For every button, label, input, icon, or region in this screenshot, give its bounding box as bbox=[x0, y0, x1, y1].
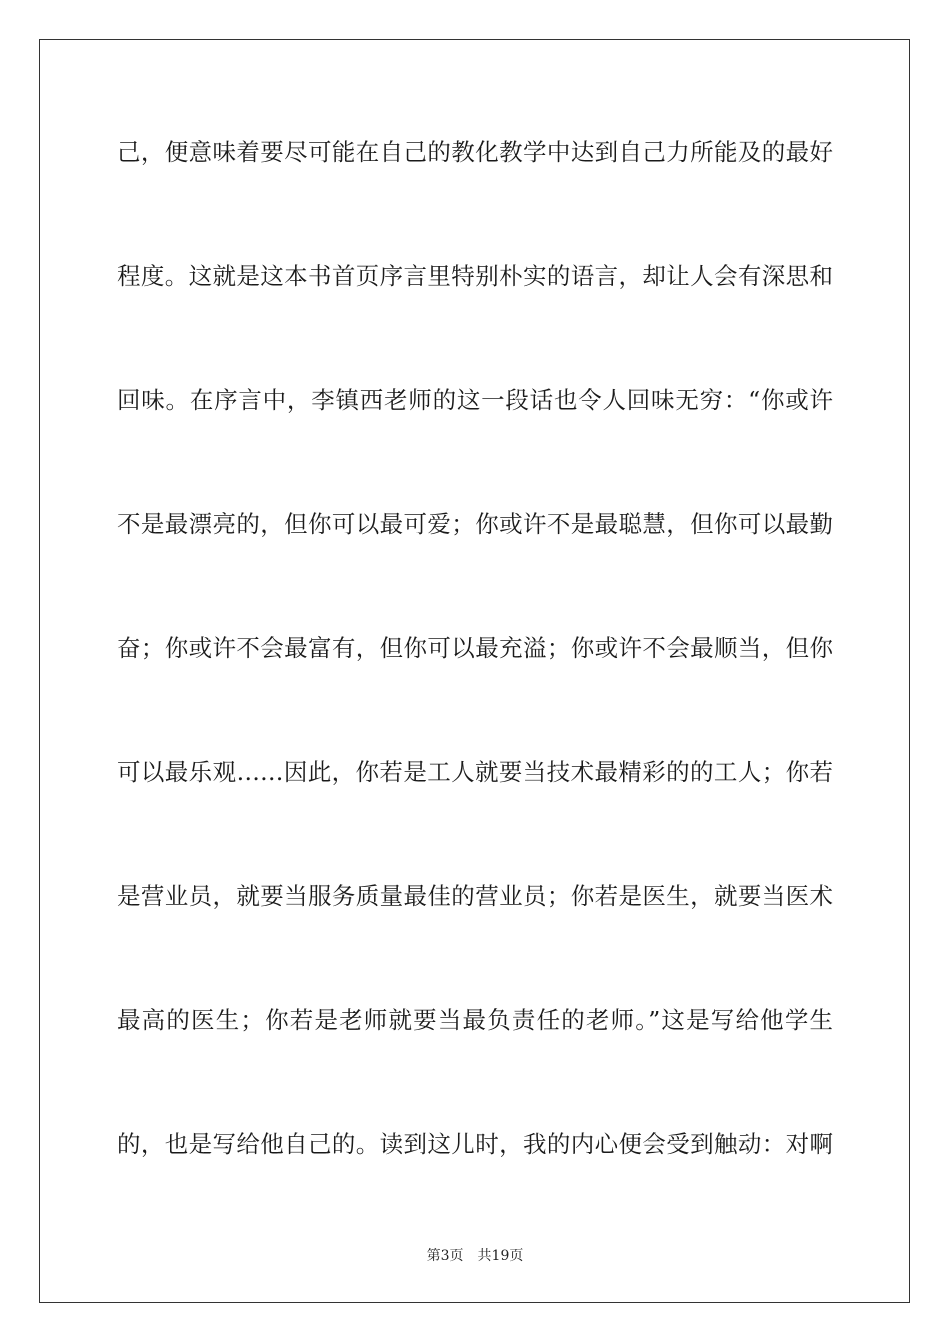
text-line-2: 程度。这就是这本书首页序言里特别朴实的语言，却让人会有深思和 bbox=[117, 262, 833, 290]
page-border bbox=[39, 39, 910, 1303]
text-line-3: 回味。在序言中，李镇西老师的这一段话也令人回味无穷：“你或许 bbox=[117, 386, 833, 414]
total-pages: 共19页 bbox=[477, 1248, 524, 1264]
text-line-8: 最高的医生；你若是老师就要当最负责任的老师。”这是写给他学生 bbox=[117, 1006, 833, 1034]
text-line-9: 的，也是写给他自己的。读到这儿时，我的内心便会受到触动：对啊 bbox=[117, 1130, 833, 1158]
text-line-6: 可以最乐观……因此，你若是工人就要当技术最精彩的的工人；你若 bbox=[117, 758, 833, 786]
text-line-5: 奋；你或许不会最富有，但你可以最充溢；你或许不会最顺当，但你 bbox=[117, 634, 833, 662]
text-line-4: 不是最漂亮的，但你可以最可爱；你或许不是最聪慧，但你可以最勤 bbox=[117, 510, 833, 538]
page-footer bbox=[0, 1247, 950, 1265]
text-line-7: 是营业员，就要当服务质量最佳的营业员；你若是医生，就要当医术 bbox=[117, 882, 833, 910]
text-line-1: 己，便意味着要尽可能在自己的教化教学中达到自己力所能及的最好 bbox=[117, 138, 833, 166]
page-number: 第3页 bbox=[426, 1248, 464, 1264]
